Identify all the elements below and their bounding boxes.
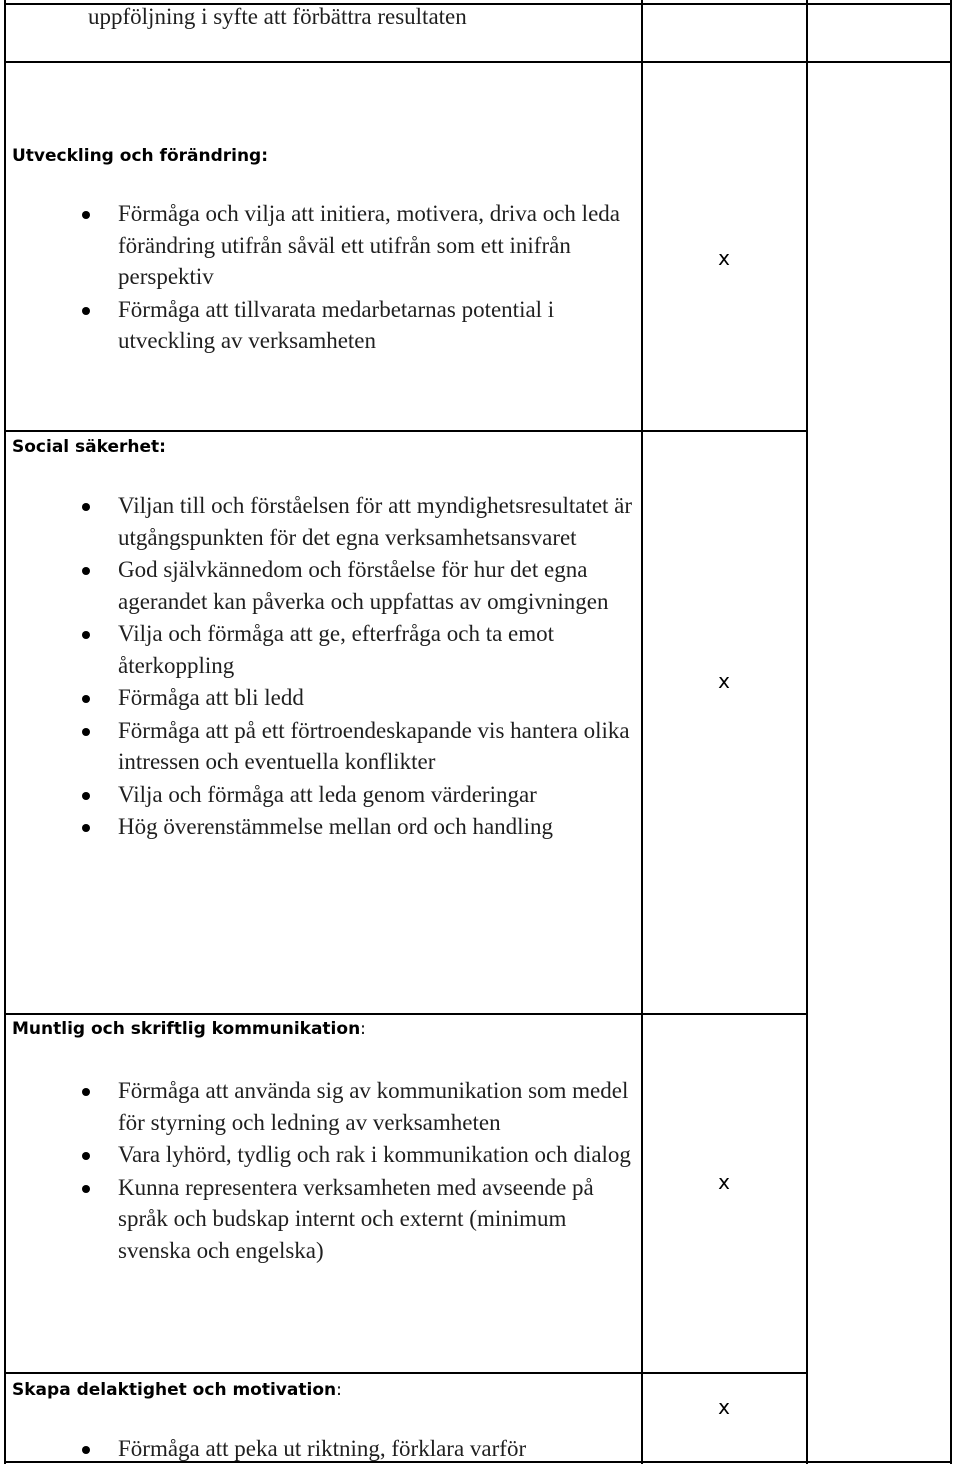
bullet-icon — [82, 503, 90, 511]
bullet-icon — [82, 824, 90, 832]
table-divider-col1 — [641, 0, 643, 1464]
bullet-icon — [82, 1152, 90, 1160]
section-heading-suffix: : — [336, 1380, 342, 1400]
competency-section — [12, 1380, 640, 1466]
section-heading-title: Social säkerhet: — [12, 437, 166, 457]
list-item-text: Förmåga att på ett förtroendeskapande vis hantera olika intressen och eventuella konflikter — [118, 717, 630, 774]
section-heading-title: Skapa delaktighet och motivation — [12, 1380, 337, 1400]
list-item-text: Kunna representera verksamheten med avseende på språk och budskap internt och externt (minimum svenska och engelska) — [118, 1174, 594, 1263]
section-heading — [12, 1380, 640, 1400]
section-heading-title: Utveckling och förändring: — [12, 146, 269, 166]
list-item — [12, 682, 640, 714]
list-item-text: Förmåga att tillvarata medarbetarnas potential i utveckling av verksamheten — [118, 296, 555, 353]
competency-section — [12, 146, 640, 358]
competency-list — [12, 490, 640, 843]
list-item-text: Hög överenstämmelse mellan ord och handling — [118, 814, 553, 839]
bullet-icon — [82, 307, 90, 315]
list-item — [12, 1139, 640, 1171]
rating-mark: x — [718, 1170, 730, 1194]
bullet-icon — [82, 1185, 90, 1193]
list-item — [12, 618, 640, 681]
competency-section — [12, 437, 640, 844]
bullet-icon — [82, 1446, 90, 1454]
bullet-icon — [82, 1088, 90, 1096]
table-divider-col2 — [806, 0, 808, 1464]
list-item — [12, 1075, 640, 1138]
section-heading — [12, 437, 640, 457]
bullet-icon — [82, 728, 90, 736]
section-heading-suffix: : — [360, 1019, 366, 1039]
list-item-text: Förmåga att använda sig av kommunikation som medel för styrning och ledning av verksamheten — [118, 1078, 629, 1135]
list-item — [12, 294, 640, 357]
section-heading-title: Muntlig och skriftlig kommunikation — [12, 1019, 361, 1039]
intro-text: uppföljning i syfte att förbättra resultaten — [88, 4, 467, 29]
list-item — [12, 1172, 640, 1267]
bullet-icon — [82, 631, 90, 639]
list-item-text: Vara lyhörd, tydlig och rak i kommunikation och dialog — [118, 1142, 631, 1167]
list-item — [12, 554, 640, 617]
list-item — [12, 811, 640, 843]
list-item — [12, 198, 640, 293]
table-border-right — [950, 0, 952, 1464]
section-heading — [12, 1019, 640, 1039]
competency-list — [12, 1075, 640, 1266]
competency-list — [12, 198, 640, 357]
bullet-icon — [82, 567, 90, 575]
table-row-line — [4, 1372, 808, 1374]
section-heading — [12, 146, 640, 166]
list-item-text: God självkännedom och förståelse för hur det egna agerandet kan påverka och uppfattas av omgivningen — [118, 557, 609, 614]
list-item-text: Vilja och förmåga att leda genom värderingar — [118, 781, 537, 807]
bullet-icon — [82, 792, 90, 800]
bullet-icon — [82, 211, 90, 219]
list-item — [12, 715, 640, 778]
list-item-text: Förmåga och vilja att initiera, motivera, driva och leda förändring utifrån såväl ett utifrån som ett inifrån perspektiv — [118, 201, 620, 289]
rating-mark: x — [718, 246, 730, 270]
list-item — [12, 490, 640, 553]
table-row-line — [4, 1013, 808, 1015]
list-item — [12, 779, 640, 811]
list-item — [12, 1433, 640, 1465]
list-item-text: Förmåga att bli ledd — [118, 685, 304, 710]
rating-mark: x — [718, 1395, 730, 1419]
list-item-text: Vilja och förmåga att ge, efterfråga och ta emot återkoppling — [118, 621, 555, 678]
table-row-line — [4, 430, 808, 432]
competency-list — [12, 1433, 640, 1465]
list-item-text: Viljan till och förståelsen för att myndighetsresultatet är utgångspunkten för det egna verksamhetsansvaret — [118, 493, 633, 550]
competency-section — [12, 1019, 640, 1267]
bullet-icon — [82, 695, 90, 703]
table-row-line — [4, 61, 952, 63]
list-item-text: Förmåga att peka ut riktning, förklara varför — [118, 1436, 527, 1461]
rating-mark: x — [718, 669, 730, 693]
table-border-left — [4, 0, 6, 1464]
